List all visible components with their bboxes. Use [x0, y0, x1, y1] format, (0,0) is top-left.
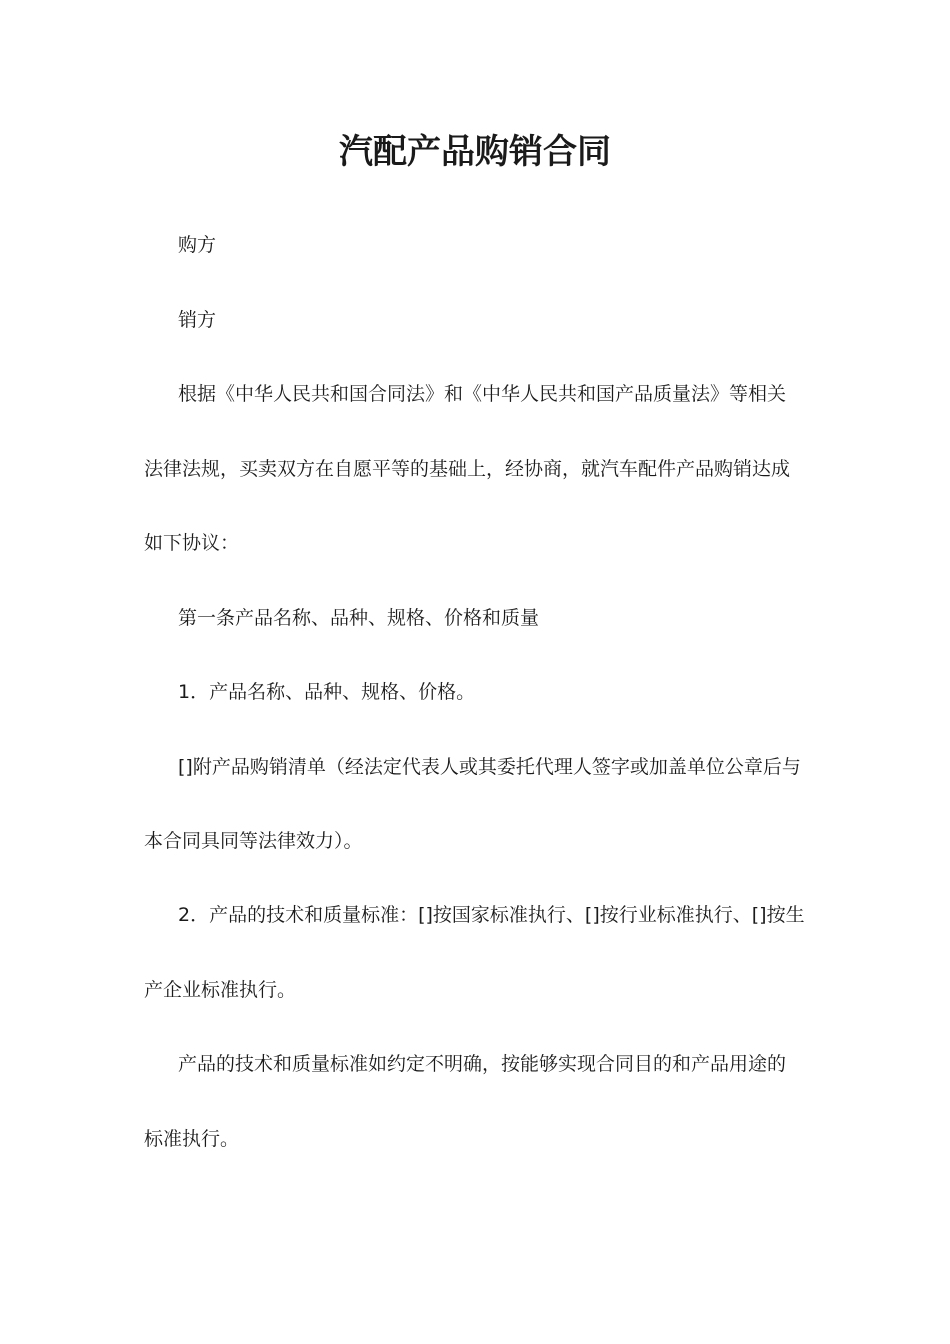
clause-2-line-2: 产企业标准执行。: [144, 979, 297, 1001]
clause-2-note-line-2: 标准执行。: [144, 1128, 240, 1150]
clause-1-heading: 1．产品名称、品种、规格、价格。: [178, 681, 476, 703]
clause-2-line-1: 2．产品的技术和质量标准：[]按国家标准执行、[]按行业标准执行、[]按生: [178, 904, 805, 926]
preamble-line-2: 法律法规，买卖双方在自愿平等的基础上，经协商，就汽车配件产品购销达成: [144, 458, 791, 480]
clause-1-text-line-2: 本合同具同等法律效力）。: [144, 830, 363, 852]
buyer-label: 购方: [178, 234, 217, 256]
article-1-heading: 第一条产品名称、品种、规格、价格和质量: [178, 607, 540, 629]
preamble-line-1: 根据《中华人民共和国合同法》和《中华人民共和国产品质量法》等相关: [178, 383, 787, 405]
clause-2-note-line-1: 产品的技术和质量标准如约定不明确，按能够实现合同目的和产品用途的: [178, 1053, 787, 1075]
document-title: 汽配产品购销合同: [339, 132, 611, 172]
preamble-line-3: 如下协议：: [144, 532, 240, 554]
seller-label: 销方: [178, 309, 217, 331]
clause-1-text-line-1: []附产品购销清单（经法定代表人或其委托代理人签字或加盖单位公章后与: [178, 756, 801, 778]
